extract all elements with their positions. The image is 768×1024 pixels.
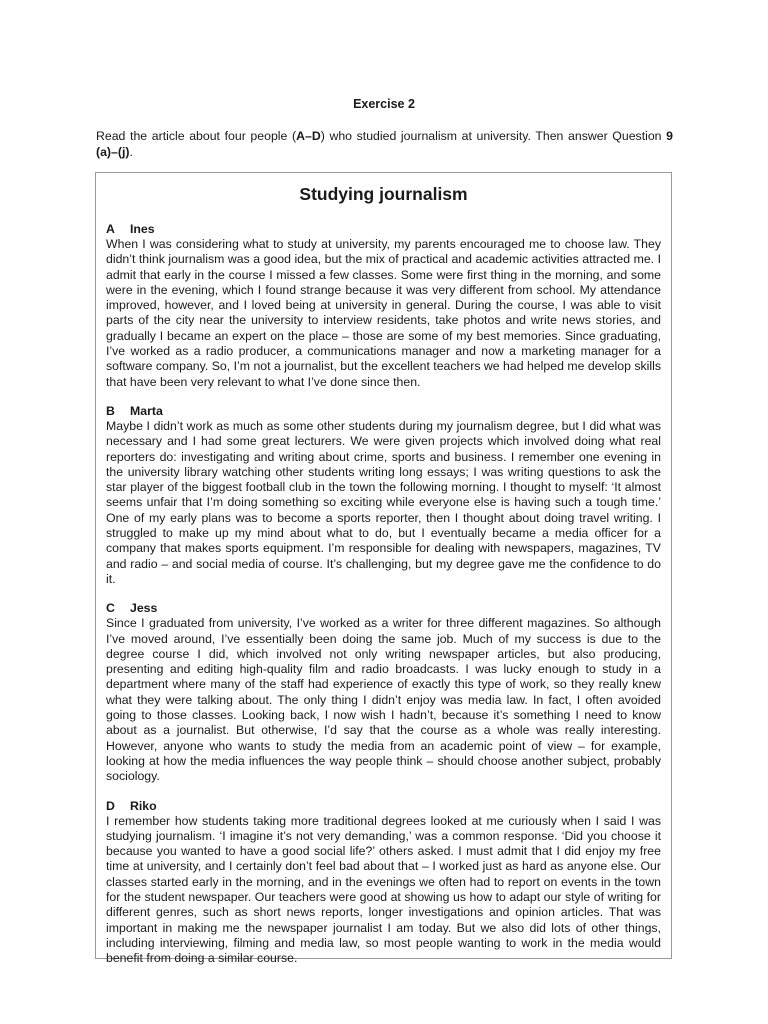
instructions-text-1: Read the article about four people ( bbox=[96, 129, 297, 143]
person-letter: C bbox=[106, 601, 115, 616]
person-letter: B bbox=[106, 403, 115, 418]
person-header bbox=[106, 798, 661, 814]
person-text: When I was considering what to study at university, my parents encouraged me to choose law. They didn’t think journalism was a good idea, but the mix of practical and academic activities attracted me. I admit that early in the course I missed a few classes. Some were first thing in the morning, and some were in the evening, which I found strange because it was very different from school. My attendance improved, however, and I loved being at university in general. During the course, I was able to visit parts of the city near the university to interview residents, take photos and write news stories, and gradually I became an expert on the place – those are some of my best memories. Since graduating, I’ve worked as a radio producer, a communications manager and now a marketing manager for a software company. So, I’m not a journalist, but the excellent teachers we had helped me develop skills that have been very relevant to what I’ve done since then. bbox=[106, 237, 661, 389]
person-name: Riko bbox=[130, 798, 157, 813]
person-header bbox=[106, 600, 661, 616]
person-text: Since I graduated from university, I’ve worked as a writer for three different magazines. So although I’ve moved around, I’ve essentially been doing the same job. Much of my success is due to the degree course I did, which involved not only writing newspaper articles, but also producing, presenting and editing high-quality film and radio broadcasts. I was lucky enough to study in a department where many of the staff had experience of exactly this type of work, so they really knew what they were talking about. The only thing I didn’t enjoy was media law. In fact, I often avoided going to those classes. Looking back, I now wish I hadn’t, because it’s something I need to know about as a journalist. But otherwise, I’d say that the course as a whole was really interesting. However, anyone who wants to study the media from an academic point of view – for example, looking at how the media influences the way people think – should choose another subject, probably sociology. bbox=[106, 616, 661, 784]
instructions-text-2: ) who studied journalism at university. Then answer Question bbox=[320, 129, 667, 143]
person-header bbox=[106, 221, 661, 237]
article-title: Studying journalism bbox=[299, 184, 468, 204]
person-section-b bbox=[106, 403, 661, 587]
person-letter: A bbox=[106, 222, 115, 236]
article-box bbox=[95, 172, 672, 966]
person-text: Maybe I didn’t work as much as some other students during my journalism degree, but I did what was necessary and I had some great lecturers. We were given projects which involved doing what real reporters do: investigating and writing about crime, sports and business. I remember one evening in the university library watching other students writing long essays; I was writing questions to ask the star player of the biggest football club in the town the following morning. I thought to myself: ‘It almost seems unfair that I’m doing something so exciting while everyone else is having such a tough time.’ One of my early plans was to become a sports reporter, then I thought about doing travel writing. I struggled to make up my mind about what to do, but I eventually became a media officer for a company that makes sports equipment. I’m responsible for dealing with newspapers, magazines, TV and radio – and social media of course. It’s challenging, but my degree gave me the confidence to do it. bbox=[106, 418, 661, 586]
instructions-bold-1: A–D bbox=[296, 129, 321, 143]
instructions-bold-2: 9 (a)–(j) bbox=[96, 129, 673, 159]
person-section-d bbox=[106, 798, 661, 967]
person-name: Ines bbox=[130, 222, 155, 236]
person-section-a bbox=[106, 221, 661, 390]
person-header bbox=[106, 403, 661, 419]
person-letter: D bbox=[106, 798, 115, 813]
person-section-c bbox=[106, 600, 661, 784]
person-name: Jess bbox=[130, 601, 158, 616]
instructions bbox=[96, 128, 673, 160]
person-name: Marta bbox=[130, 403, 163, 418]
exercise-title: Exercise 2 bbox=[353, 97, 415, 111]
person-text: I remember how students taking more traditional degrees looked at me curiously when I said I was studying journalism. ‘I imagine it’s not very demanding,’ was a common response. ‘Did you choose it because you wanted to have a good social life?’ others asked. I must admit that I did enjoy my free time at university, and I certainly don’t feel bad about that – I worked just as hard as anyone else. Our classes started early in the morning, and in the evenings we often had to report on events in the town for the student newspaper. Our teachers were good at showing us how to adapt our style of writing for different genres, such as short news reports, longer investigations and opinion articles. That was important in making me the newspaper journalist I am today. But we also did lots of other things, including interviewing, filming and media law, so most people wanting to work in the media would benefit from doing a similar course. bbox=[106, 813, 661, 966]
instructions-text-3: . bbox=[129, 145, 133, 159]
